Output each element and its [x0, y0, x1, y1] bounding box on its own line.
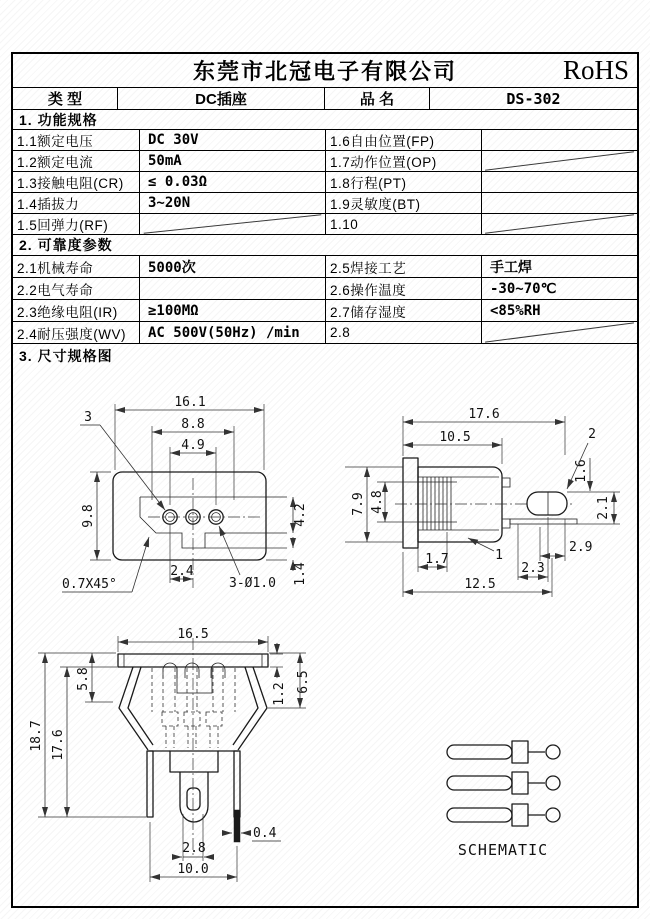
spec-row: [13, 130, 637, 151]
spec-label: 1.2额定电流: [13, 151, 140, 171]
dim-pin-gap: 1.6: [574, 459, 589, 483]
diagonal-slash: [482, 151, 637, 171]
spec-label: 2.1机械寿命: [13, 256, 140, 277]
spec-label: 1.9灵敏度(BT): [326, 193, 482, 213]
dim-flange-width: 16.5: [177, 627, 209, 642]
front-view-drawing: [29, 627, 311, 882]
dim-total-length: 17.6: [468, 407, 500, 422]
spec-label: 2.7储存湿度: [326, 300, 482, 321]
type-label: 类 型: [13, 88, 118, 109]
spec-row: [13, 172, 637, 193]
type-row: [13, 88, 637, 110]
spec-value-blank-diagonal: [140, 214, 326, 234]
spec-value: [140, 278, 326, 299]
dim-pin-width: 2.8: [182, 841, 206, 856]
dim-pin-length: 2.9: [569, 540, 593, 555]
company-name: 东莞市北冠电子有限公司: [192, 59, 457, 84]
bottom-view-drawing: [62, 395, 308, 592]
spec-label: 1.3接触电阻(CR): [13, 172, 140, 192]
dim-top-height: 5.8: [76, 667, 91, 691]
spec-row: [13, 193, 637, 214]
spec-label: 2.6操作温度: [326, 278, 482, 299]
dim-height: 9.8: [81, 504, 96, 528]
spec-label: 2.4耐压强度(WV): [13, 322, 140, 343]
dim-pin-height: 2.1: [596, 496, 611, 520]
dimension-drawings: [13, 367, 637, 906]
spec-label: 1.1额定电压: [13, 130, 140, 150]
schematic-label: SCHEMATIC: [457, 841, 549, 859]
spec-row: [13, 300, 637, 322]
dim-bottom-height: 1.4: [293, 562, 308, 586]
dim-total-height: 18.7: [29, 720, 44, 752]
dim-mid-height: 4.2: [293, 503, 308, 527]
spec-label: 1.10: [326, 214, 482, 234]
spec-label: 2.5焊接工艺: [326, 256, 482, 277]
section3-title: 3. 尺寸规格图: [19, 347, 113, 364]
spec-row: [13, 322, 637, 344]
section2-title: 2. 可靠度参数: [13, 235, 637, 256]
spec-value: [482, 130, 637, 150]
dim-overall-width: 16.1: [174, 395, 206, 410]
dim-slot: 1.2: [272, 682, 287, 706]
dim-flange-height: 6.5: [296, 670, 311, 694]
spec-label: 1.8行程(PT): [326, 172, 482, 192]
spec-sheet: [11, 52, 639, 908]
rohs-mark: RoHS: [562, 55, 629, 85]
spec-value: <85%RH: [490, 302, 541, 319]
spec-label: 2.3绝缘电阻(IR): [13, 300, 140, 321]
spec-value-blank-diagonal: [482, 322, 637, 343]
spec-value-blank-diagonal: [482, 214, 637, 234]
section1-title: 1. 功能规格: [13, 110, 637, 130]
spec-value: [482, 193, 637, 213]
schematic-pin: [447, 741, 560, 763]
hidden-pin-lines: [152, 668, 235, 748]
schematic-pin: [447, 804, 560, 826]
spec-value: AC 500V(50Hz) /min: [140, 322, 326, 343]
spec-value: ≥100MΩ: [140, 300, 326, 321]
product-name-value: DS-302: [506, 89, 561, 108]
callout-2: 2: [588, 427, 596, 442]
dim-leg-span: 10.0: [177, 862, 209, 877]
callout-3: 3: [84, 410, 92, 425]
title-row: [13, 54, 637, 88]
spec-value: -30~70℃: [490, 280, 557, 297]
spec-value-blank-diagonal: [482, 151, 637, 171]
diagonal-slash: [482, 214, 637, 234]
hole-note: 3-Ø1.0: [229, 576, 276, 591]
technical-drawing-canvas: [13, 367, 637, 906]
spec-row: [13, 256, 637, 278]
dim-body-length: 10.5: [439, 430, 471, 445]
spec-row: [13, 214, 637, 235]
diagonal-slash: [140, 214, 325, 234]
spec-label: 1.6自由位置(FP): [326, 130, 482, 150]
dim-offset: 2.4: [170, 564, 194, 579]
spec-value: 手工焊: [490, 259, 532, 276]
spec-label: 1.4插拔力: [13, 193, 140, 213]
dim-body-height: 17.6: [51, 729, 66, 761]
chamfer-note: 0.7X45°: [62, 577, 117, 592]
diagonal-slash: [482, 322, 637, 343]
spec-label: 1.7动作位置(OP): [326, 151, 482, 171]
spec-label: 1.5回弹力(RF): [13, 214, 140, 234]
dim-flange-width: 1.7: [425, 552, 449, 567]
dim-body-height: 7.9: [351, 492, 366, 516]
spec-value: DC 30V: [140, 130, 326, 150]
callout-1: 1: [495, 548, 503, 563]
dim-leg-width: 0.4: [253, 826, 277, 841]
dim-mount-length: 12.5: [464, 577, 496, 592]
spec-value: 3~20N: [140, 193, 326, 213]
spec-label: 2.2电气寿命: [13, 278, 140, 299]
dim-inner-height: 4.8: [370, 490, 385, 514]
product-name-label: 品 名: [325, 88, 430, 109]
spec-label: 2.8: [326, 322, 482, 343]
dim-hole-span: 8.8: [181, 417, 205, 432]
side-view-drawing: [345, 407, 620, 597]
schematic-symbol: [447, 741, 560, 859]
spec-row: [13, 151, 637, 172]
spec-value: ≤ 0.03Ω: [140, 172, 326, 192]
spec-value: [482, 172, 637, 192]
spec-value: 50mA: [140, 151, 326, 171]
dim-lug-offset: 2.3: [521, 561, 545, 576]
spec-value: 5000次: [140, 256, 326, 277]
schematic-pin: [447, 772, 560, 794]
spec-row: [13, 278, 637, 300]
dim-pitch: 4.9: [181, 438, 205, 453]
type-value: DC插座: [118, 88, 325, 109]
